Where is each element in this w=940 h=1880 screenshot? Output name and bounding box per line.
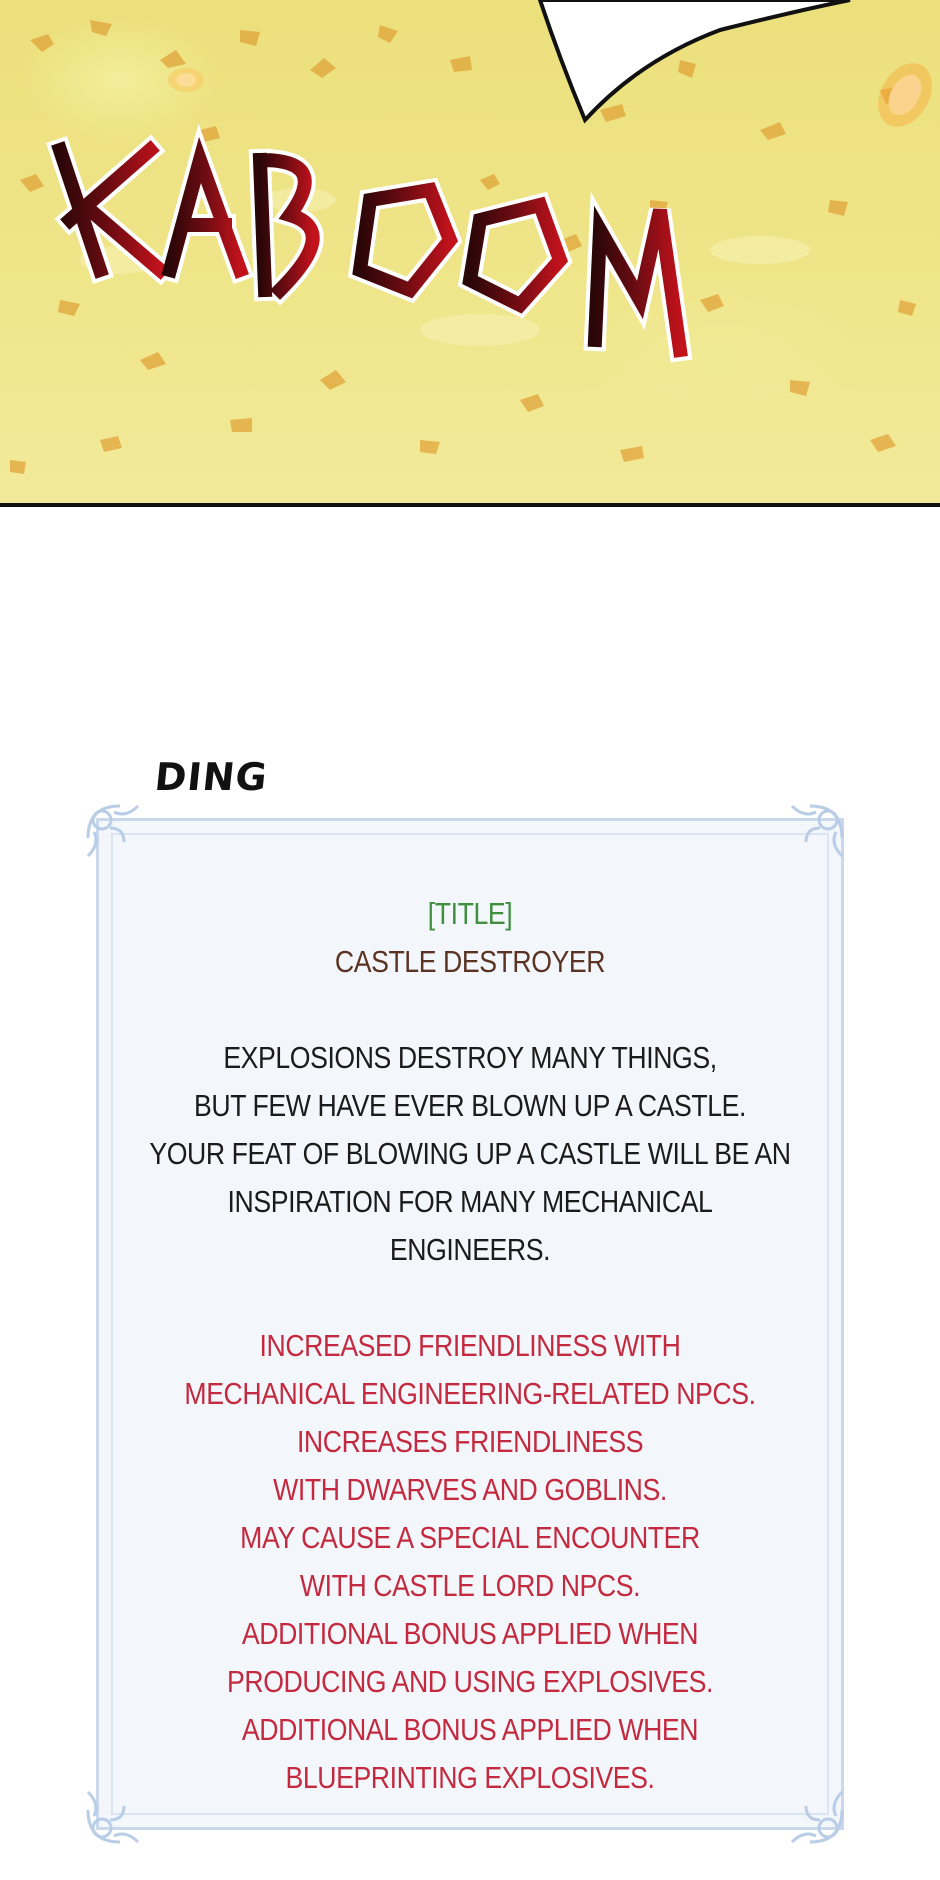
ornament-corner-icon: [778, 798, 850, 870]
effect-line: ADDITIONAL BONUS APPLIED WHEN: [241, 1616, 699, 1651]
effect-line: BLUEPRINTING EXPLOSIVES.: [285, 1760, 655, 1795]
ornament-corner-icon: [80, 798, 152, 870]
description-line: YOUR FEAT OF BLOWING UP A CASTLE WILL BE AN: [149, 1136, 791, 1171]
kaboom-sfx: [40, 120, 740, 420]
effect-line: WITH CASTLE LORD NPCS.: [299, 1568, 641, 1603]
effect-line: ADDITIONAL BONUS APPLIED WHEN: [241, 1712, 699, 1747]
description-line: EXPLOSIONS DESTROY MANY THINGS,: [223, 1040, 717, 1075]
notice-content: [96, 890, 844, 1802]
effect-line: MAY CAUSE A SPECIAL ENCOUNTER: [240, 1520, 700, 1555]
effect-line: WITH DWARVES AND GOBLINS.: [273, 1472, 667, 1507]
panel-divider: [0, 503, 940, 507]
title-name: CASTLE DESTROYER: [334, 944, 606, 979]
title-tag: [TITLE]: [427, 896, 513, 931]
effect-line: INCREASED FRIENDLINESS WITH: [259, 1328, 681, 1363]
effect-line: MECHANICAL ENGINEERING-RELATED NPCS.: [184, 1376, 756, 1411]
ding-sfx: DING: [152, 755, 270, 799]
effect-line: INCREASES FRIENDLINESS: [296, 1424, 644, 1459]
description-line: BUT FEW HAVE EVER BLOWN UP A CASTLE.: [194, 1088, 746, 1123]
description-line: INSPIRATION FOR MANY MECHANICAL ENGINEERS.: [227, 1184, 713, 1267]
effect-line: PRODUCING AND USING EXPLOSIVES.: [227, 1664, 713, 1699]
